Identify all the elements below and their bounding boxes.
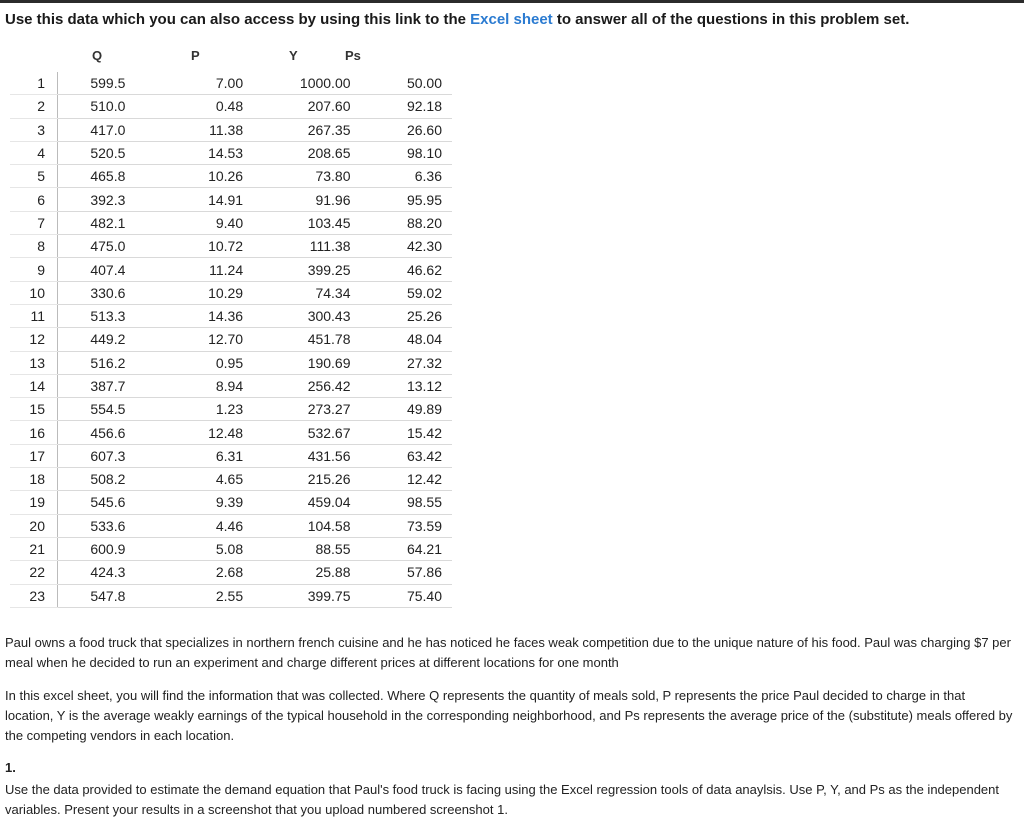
cell-p: 10.26 [144, 165, 249, 188]
cell-y: 88.55 [249, 537, 356, 560]
cell-y: 399.25 [249, 258, 356, 281]
cell-q-value: 407.4 [90, 261, 126, 278]
cell-q [58, 118, 145, 141]
cell-q [58, 235, 145, 258]
row-number: 2 [10, 95, 58, 118]
cell-q-value: 516.2 [90, 354, 126, 371]
cell-q-value: 513.3 [90, 308, 126, 325]
cell-ps: 75.40 [357, 584, 452, 607]
cell-q [58, 561, 145, 584]
cell-p: 14.36 [144, 304, 249, 327]
cell-y: 451.78 [249, 328, 356, 351]
row-number: 7 [10, 211, 58, 234]
cell-ps: 57.86 [357, 561, 452, 584]
table-row [10, 584, 452, 607]
cell-q [58, 211, 145, 234]
cell-q [58, 165, 145, 188]
data-table [10, 72, 452, 608]
cell-p: 12.70 [144, 328, 249, 351]
cell-y: 256.42 [249, 374, 356, 397]
cell-ps: 59.02 [357, 281, 452, 304]
top-border [0, 0, 1024, 3]
cell-p: 10.72 [144, 235, 249, 258]
cell-q [58, 95, 145, 118]
cell-y: 25.88 [249, 561, 356, 584]
cell-q-value: 465.8 [90, 168, 126, 185]
cell-ps: 26.60 [357, 118, 452, 141]
cell-q [58, 72, 145, 95]
cell-p: 11.24 [144, 258, 249, 281]
cell-ps: 48.04 [357, 328, 452, 351]
cell-ps: 63.42 [357, 444, 452, 467]
cell-y: 267.35 [249, 118, 356, 141]
table-row [10, 561, 452, 584]
heading-prefix: Use this data which you can also access by using this link to the [5, 11, 471, 28]
cell-ps: 27.32 [357, 351, 452, 374]
row-number: 4 [10, 141, 58, 164]
cell-q [58, 421, 145, 444]
cell-ps: 13.12 [357, 374, 452, 397]
cell-q-value: 449.2 [90, 331, 126, 348]
cell-q [58, 281, 145, 304]
instructions-heading [5, 11, 909, 28]
cell-p: 10.29 [144, 281, 249, 304]
cell-q [58, 514, 145, 537]
cell-q [58, 398, 145, 421]
table-row [10, 468, 452, 491]
cell-y: 190.69 [249, 351, 356, 374]
question-text: Use the data provided to estimate the demand equation that Paul's food truck is facing using the Excel regression tools of data anaylsis. Use P, Y, and Ps as the independent variables. Present your results in a screenshot that you upload numbered screenshot 1. [5, 782, 999, 817]
cell-y: 431.56 [249, 444, 356, 467]
cell-ps: 50.00 [357, 72, 452, 95]
table-row [10, 281, 452, 304]
cell-y: 74.34 [249, 281, 356, 304]
row-number: 11 [10, 304, 58, 327]
cell-p: 4.65 [144, 468, 249, 491]
row-number: 15 [10, 398, 58, 421]
row-number: 14 [10, 374, 58, 397]
cell-ps: 6.36 [357, 165, 452, 188]
cell-y: 207.60 [249, 95, 356, 118]
cell-q-value: 482.1 [90, 214, 126, 231]
row-number: 12 [10, 328, 58, 351]
table-row [10, 141, 452, 164]
cell-ps: 12.42 [357, 468, 452, 491]
cell-p: 9.39 [144, 491, 249, 514]
cell-p: 7.00 [144, 72, 249, 95]
cell-q-value: 545.6 [90, 494, 126, 511]
cell-ps: 64.21 [357, 537, 452, 560]
cell-q [58, 468, 145, 491]
table-row [10, 328, 452, 351]
cell-y: 111.38 [249, 235, 356, 258]
table-row [10, 537, 452, 560]
cell-q [58, 584, 145, 607]
cell-p: 14.91 [144, 188, 249, 211]
table-row [10, 188, 452, 211]
row-number: 5 [10, 165, 58, 188]
row-number: 19 [10, 491, 58, 514]
table-row [10, 398, 452, 421]
table-row [10, 444, 452, 467]
cell-p: 8.94 [144, 374, 249, 397]
explanation-paragraph: In this excel sheet, you will find the information that was collected. Where Q represents the quantity of meals sold, P represents the price Paul decided to charge in that location, Y is the average weakly earnings of the typical household in the corresponding neighborhood, and Ps represents the average price of the (substitute) meals offered by the competing vendors in each location. [5, 688, 1013, 743]
cell-ps: 98.55 [357, 491, 452, 514]
cell-q [58, 304, 145, 327]
cell-ps: 88.20 [357, 211, 452, 234]
row-number: 10 [10, 281, 58, 304]
row-number: 23 [10, 584, 58, 607]
cell-q-value: 330.6 [90, 284, 126, 301]
cell-ps: 25.26 [357, 304, 452, 327]
cell-ps: 42.30 [357, 235, 452, 258]
cell-y: 273.27 [249, 398, 356, 421]
spreadsheet-image [0, 48, 452, 614]
cell-p: 5.08 [144, 537, 249, 560]
cell-y: 399.75 [249, 584, 356, 607]
cell-q-value: 508.2 [90, 471, 126, 488]
cell-ps: 15.42 [357, 421, 452, 444]
cell-p: 2.55 [144, 584, 249, 607]
cell-q-value: 424.3 [90, 564, 126, 581]
table-row [10, 351, 452, 374]
table-row [10, 304, 452, 327]
cell-q [58, 444, 145, 467]
cell-q [58, 188, 145, 211]
cell-p: 2.68 [144, 561, 249, 584]
cell-p: 9.40 [144, 211, 249, 234]
excel-sheet-link[interactable]: Excel sheet [470, 11, 553, 28]
row-number: 13 [10, 351, 58, 374]
cell-q [58, 374, 145, 397]
row-number: 6 [10, 188, 58, 211]
cell-q-value: 599.5 [90, 75, 126, 92]
cell-y: 532.67 [249, 421, 356, 444]
table-row [10, 235, 452, 258]
cell-q-value: 533.6 [90, 517, 126, 534]
cell-y: 208.65 [249, 141, 356, 164]
cell-q-value: 456.6 [90, 424, 126, 441]
cell-q [58, 537, 145, 560]
cell-y: 103.45 [249, 211, 356, 234]
question-number: 1. [5, 760, 16, 775]
cell-p: 0.48 [144, 95, 249, 118]
cell-q-value: 547.8 [90, 587, 126, 604]
cell-y: 459.04 [249, 491, 356, 514]
cell-y: 300.43 [249, 304, 356, 327]
table-row [10, 514, 452, 537]
cell-p: 12.48 [144, 421, 249, 444]
cell-ps: 46.62 [357, 258, 452, 281]
cell-ps: 95.95 [357, 188, 452, 211]
cell-q [58, 141, 145, 164]
row-number: 20 [10, 514, 58, 537]
row-number: 17 [10, 444, 58, 467]
table-row [10, 95, 452, 118]
cell-q-value: 475.0 [90, 238, 126, 255]
cell-q [58, 328, 145, 351]
table-row [10, 72, 452, 95]
cell-q [58, 351, 145, 374]
cell-q-value: 510.0 [90, 98, 126, 115]
cell-ps: 49.89 [357, 398, 452, 421]
cell-p: 4.46 [144, 514, 249, 537]
cell-y: 91.96 [249, 188, 356, 211]
table-row [10, 491, 452, 514]
cell-ps: 73.59 [357, 514, 452, 537]
table-row [10, 258, 452, 281]
cell-p: 11.38 [144, 118, 249, 141]
table-row [10, 165, 452, 188]
column-header-q: Q [92, 48, 103, 63]
table-row [10, 421, 452, 444]
cell-q-value: 554.5 [90, 401, 126, 418]
row-number: 3 [10, 118, 58, 141]
cell-y: 1000.00 [249, 72, 356, 95]
cell-q-value: 392.3 [90, 191, 126, 208]
table-row [10, 374, 452, 397]
cell-p: 1.23 [144, 398, 249, 421]
table-row [10, 211, 452, 234]
cell-p: 14.53 [144, 141, 249, 164]
cell-y: 73.80 [249, 165, 356, 188]
cell-ps: 92.18 [357, 95, 452, 118]
intro-paragraph: Paul owns a food truck that specializes in northern french cuisine and he has noticed he faces weak competition due to the unique nature of his food. Paul was charging $7 per meal when he decided to run an experiment and charge different prices at different locations for one month [5, 635, 1011, 670]
cell-y: 104.58 [249, 514, 356, 537]
row-number: 8 [10, 235, 58, 258]
column-header-ps: Ps [345, 48, 361, 63]
row-number: 21 [10, 537, 58, 560]
cell-q-value: 417.0 [90, 121, 126, 138]
cell-y: 215.26 [249, 468, 356, 491]
cell-p: 6.31 [144, 444, 249, 467]
cell-p: 0.95 [144, 351, 249, 374]
row-number: 18 [10, 468, 58, 491]
cell-ps: 98.10 [357, 141, 452, 164]
column-header-y: Y [289, 48, 298, 63]
cell-q [58, 258, 145, 281]
cell-q-value: 607.3 [90, 447, 126, 464]
row-number: 1 [10, 72, 58, 95]
heading-suffix: to answer all of the questions in this problem set. [552, 11, 910, 28]
column-header-p: P [191, 48, 200, 63]
cell-q-value: 520.5 [90, 145, 126, 162]
cell-q [58, 491, 145, 514]
row-number: 9 [10, 258, 58, 281]
cell-q-value: 387.7 [90, 378, 126, 394]
row-number: 22 [10, 561, 58, 584]
row-number: 16 [10, 421, 58, 444]
cell-q-value: 600.9 [90, 541, 126, 558]
table-row [10, 118, 452, 141]
